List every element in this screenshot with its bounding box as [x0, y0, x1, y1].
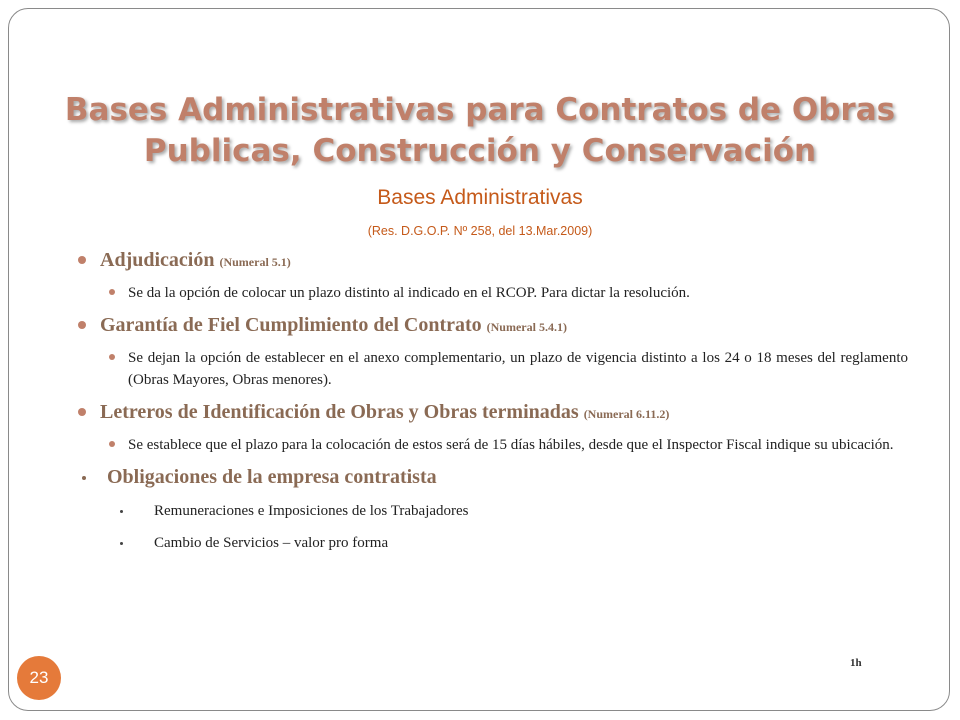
section-item — [76, 282, 908, 304]
page-number-badge — [17, 656, 61, 700]
resolution-reference: (Res. D.G.O.P. Nº 258, del 13.Mar.2009) — [367, 224, 593, 238]
section-reference: (Numeral 6.11.2) — [583, 407, 670, 421]
slide-content — [76, 247, 908, 553]
section-item-text: Se da la opción de colocar un plazo distinto al indicado en el RCOP. Para dictar la resolución. — [128, 285, 690, 301]
bullet-dot — [120, 542, 123, 545]
obligaciones-heading — [76, 466, 908, 489]
section-item — [76, 347, 908, 391]
section-heading — [76, 249, 908, 272]
slide-title — [0, 90, 960, 172]
obligaciones-item-text: Cambio de Servicios – valor pro forma — [154, 535, 389, 551]
section-item — [76, 434, 908, 456]
bullet-dot — [109, 441, 115, 447]
section-heading-text: Letreros de Identificación de Obras y Obras terminadas — [100, 401, 579, 423]
section-heading — [76, 401, 908, 424]
bullet-dot — [78, 321, 86, 329]
bullet-dot — [78, 408, 86, 416]
title-line-2: Publicas, Construcción y Conservación — [143, 133, 817, 169]
bullet-dot — [109, 289, 115, 295]
section-item-text: Se dejan la opción de establecer en el anexo complementario, un plazo de vigencia distinto a los 24 o 18 meses del reglamento (Obras Mayores, Obras menores). — [128, 350, 908, 388]
bullet-dot — [120, 510, 123, 513]
bullet-dot — [78, 256, 86, 264]
obligaciones-item — [76, 501, 908, 521]
title-line-1: Bases Administrativas para Contratos de Obras — [64, 92, 896, 128]
page-number: 23 — [29, 668, 49, 687]
footer-mark: 1h — [850, 657, 862, 669]
section-heading-text: Garantía de Fiel Cumplimiento del Contrato — [100, 314, 482, 336]
section-item-text: Se establece que el plazo para la colocación de estos será de 15 días hábiles, desde que el Inspector Fiscal indique su ubicación. — [128, 437, 894, 453]
subtitle: Bases Administrativas — [377, 186, 583, 209]
section-heading — [76, 314, 908, 337]
obligaciones-heading-text: Obligaciones de la empresa contratista — [107, 466, 437, 488]
bullet-dot — [82, 476, 86, 480]
section-heading-text: Adjudicación — [100, 249, 215, 271]
obligaciones-item — [76, 533, 908, 553]
bullet-dot — [109, 354, 115, 360]
obligaciones-item-text: Remuneraciones e Imposiciones de los Trabajadores — [154, 503, 469, 519]
section-reference: (Numeral 5.1) — [219, 255, 291, 269]
section-reference: (Numeral 5.4.1) — [486, 320, 567, 334]
